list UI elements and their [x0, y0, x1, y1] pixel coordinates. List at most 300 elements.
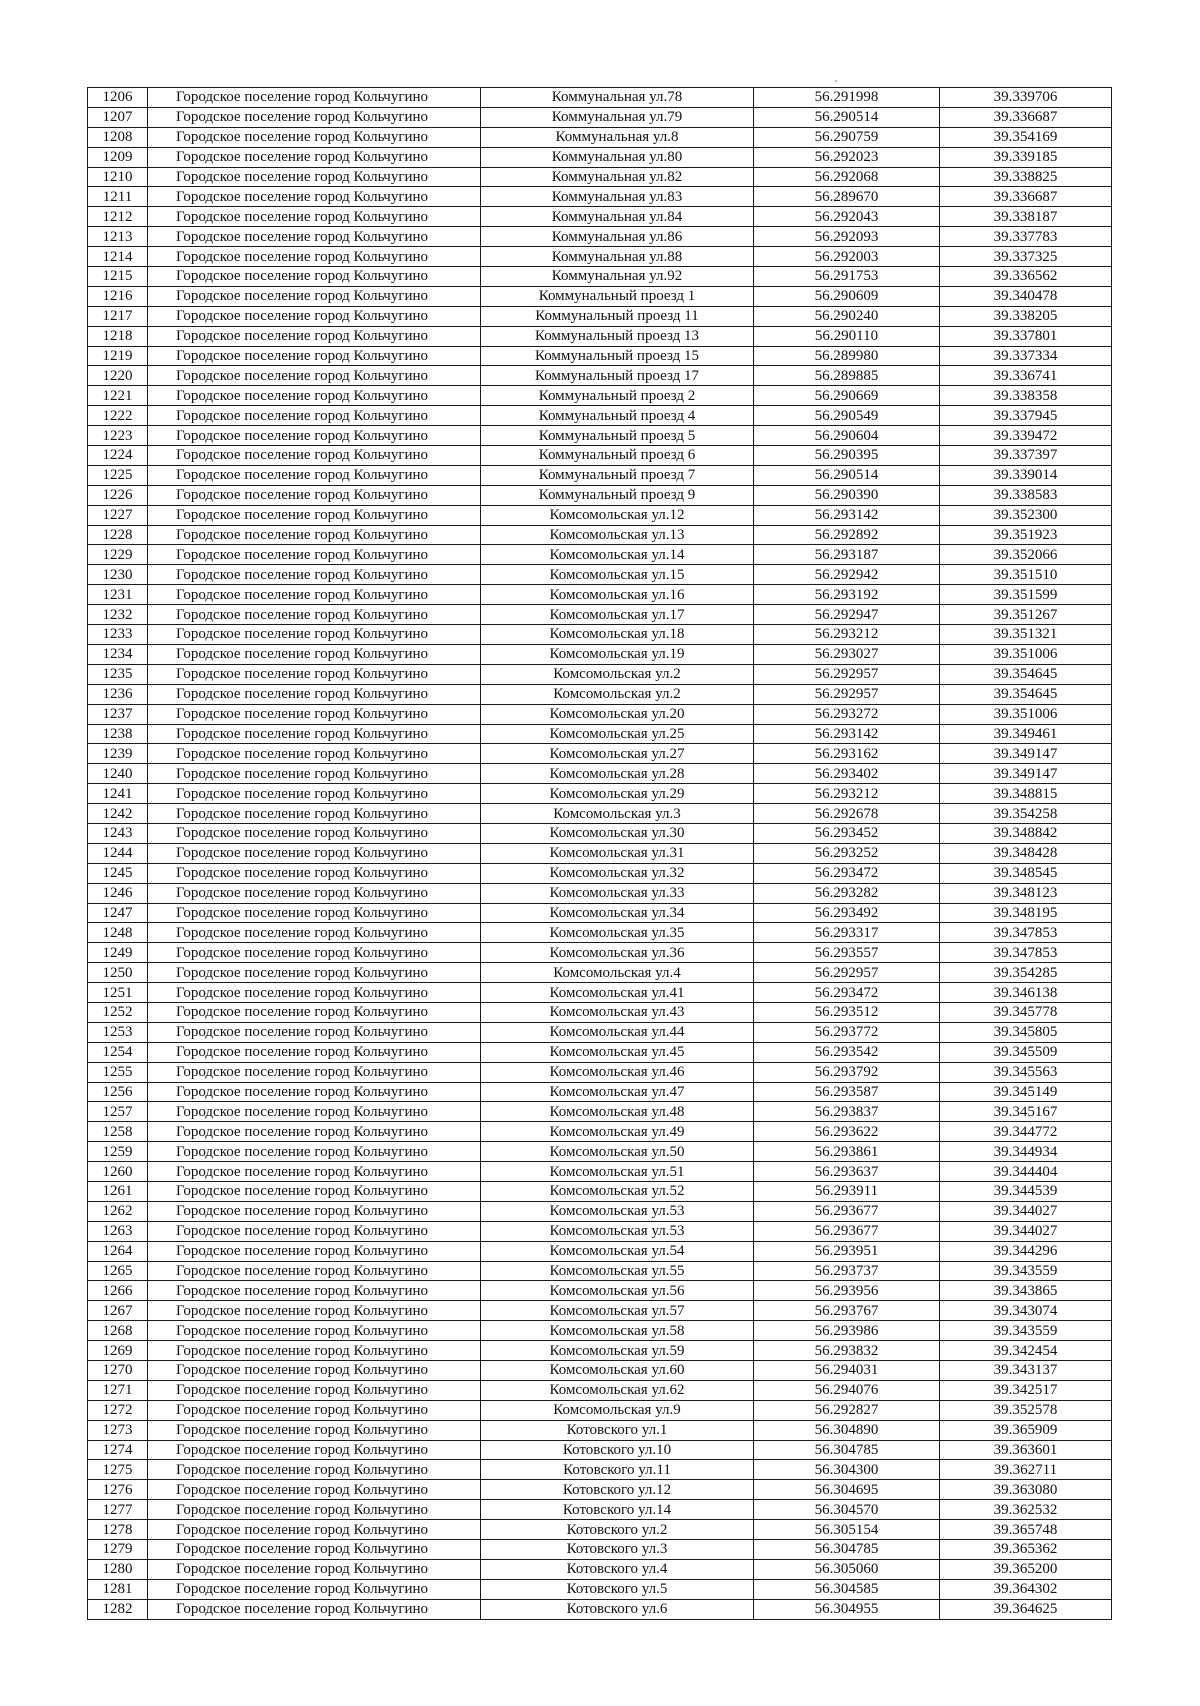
latitude-cell: 56.290240 [754, 306, 940, 326]
settlement-cell: Городское поселение город Кольчугино [148, 664, 481, 684]
table-row [88, 286, 1112, 306]
address-cell: Комсомольская ул.29 [481, 784, 754, 804]
settlement-cell: Городское поселение город Кольчугино [148, 346, 481, 366]
address-cell: Коммунальный проезд 13 [481, 326, 754, 346]
latitude-cell: 56.305060 [754, 1559, 940, 1579]
address-cell: Комсомольская ул.48 [481, 1102, 754, 1122]
settlement-cell: Городское поселение город Кольчугино [148, 704, 481, 724]
table-row [88, 386, 1112, 406]
settlement-cell: Городское поселение город Кольчугино [148, 1122, 481, 1142]
settlement-cell: Городское поселение город Кольчугино [148, 1579, 481, 1599]
longitude-cell: 39.345149 [940, 1082, 1112, 1102]
latitude-cell: 56.293282 [754, 883, 940, 903]
latitude-cell: 56.293767 [754, 1301, 940, 1321]
latitude-cell: 56.293027 [754, 644, 940, 664]
longitude-cell: 39.345778 [940, 1002, 1112, 1022]
latitude-cell: 56.293142 [754, 724, 940, 744]
address-cell: Комсомольская ул.53 [481, 1201, 754, 1221]
table-row [88, 1162, 1112, 1182]
address-cell: Коммунальный проезд 4 [481, 406, 754, 426]
address-coordinates-table [87, 87, 1112, 1620]
table-row [88, 485, 1112, 505]
longitude-cell: 39.348123 [940, 883, 1112, 903]
table-row [88, 684, 1112, 704]
longitude-cell: 39.351599 [940, 585, 1112, 605]
table-row [88, 804, 1112, 824]
table-row [88, 1142, 1112, 1162]
latitude-cell: 56.290604 [754, 426, 940, 446]
row-number-cell: 1220 [88, 366, 148, 386]
row-number-cell: 1259 [88, 1142, 148, 1162]
longitude-cell: 39.362711 [940, 1460, 1112, 1480]
latitude-cell: 56.293192 [754, 585, 940, 605]
latitude-cell: 56.289980 [754, 346, 940, 366]
settlement-cell: Городское поселение город Кольчугино [148, 744, 481, 764]
row-number-cell: 1217 [88, 306, 148, 326]
settlement-cell: Городское поселение город Кольчугино [148, 724, 481, 744]
settlement-cell: Городское поселение город Кольчугино [148, 386, 481, 406]
row-number-cell: 1250 [88, 963, 148, 983]
latitude-cell: 56.293832 [754, 1341, 940, 1361]
row-number-cell: 1218 [88, 326, 148, 346]
address-cell: Комсомольская ул.45 [481, 1042, 754, 1062]
table-row [88, 784, 1112, 804]
table-row [88, 1361, 1112, 1381]
latitude-cell: 56.292093 [754, 227, 940, 247]
address-cell: Комсомольская ул.9 [481, 1400, 754, 1420]
address-cell: Комсомольская ул.14 [481, 545, 754, 565]
table-row [88, 903, 1112, 923]
settlement-cell: Городское поселение город Кольчугино [148, 1420, 481, 1440]
address-cell: Коммунальный проезд 9 [481, 485, 754, 505]
longitude-cell: 39.364302 [940, 1579, 1112, 1599]
table-row [88, 1341, 1112, 1361]
table-row [88, 505, 1112, 525]
address-cell: Котовского ул.12 [481, 1480, 754, 1500]
longitude-cell: 39.348195 [940, 903, 1112, 923]
settlement-cell: Городское поселение город Кольчугино [148, 326, 481, 346]
longitude-cell: 39.346138 [940, 983, 1112, 1003]
table-row [88, 605, 1112, 625]
settlement-cell: Городское поселение город Кольчугино [148, 187, 481, 207]
longitude-cell: 39.344027 [940, 1221, 1112, 1241]
latitude-cell: 56.293472 [754, 863, 940, 883]
longitude-cell: 39.349461 [940, 724, 1112, 744]
longitude-cell: 39.352066 [940, 545, 1112, 565]
latitude-cell: 56.293212 [754, 625, 940, 645]
table-row [88, 1102, 1112, 1122]
latitude-cell: 56.290110 [754, 326, 940, 346]
latitude-cell: 56.293317 [754, 923, 940, 943]
settlement-cell: Городское поселение город Кольчугино [148, 883, 481, 903]
table-body [88, 88, 1112, 1620]
longitude-cell: 39.339706 [940, 88, 1112, 108]
row-number-cell: 1269 [88, 1341, 148, 1361]
longitude-cell: 39.338187 [940, 207, 1112, 227]
settlement-cell: Городское поселение город Кольчугино [148, 88, 481, 108]
row-number-cell: 1257 [88, 1102, 148, 1122]
latitude-cell: 56.292957 [754, 963, 940, 983]
longitude-cell: 39.338358 [940, 386, 1112, 406]
settlement-cell: Городское поселение город Кольчугино [148, 1062, 481, 1082]
longitude-cell: 39.345509 [940, 1042, 1112, 1062]
address-cell: Комсомольская ул.15 [481, 565, 754, 585]
row-number-cell: 1252 [88, 1002, 148, 1022]
latitude-cell: 56.293402 [754, 764, 940, 784]
address-cell: Комсомольская ул.3 [481, 804, 754, 824]
settlement-cell: Городское поселение город Кольчугино [148, 1102, 481, 1122]
row-number-cell: 1249 [88, 943, 148, 963]
latitude-cell: 56.293252 [754, 843, 940, 863]
address-cell: Котовского ул.11 [481, 1460, 754, 1480]
row-number-cell: 1271 [88, 1380, 148, 1400]
latitude-cell: 56.304785 [754, 1540, 940, 1560]
longitude-cell: 39.339472 [940, 426, 1112, 446]
latitude-cell: 56.293162 [754, 744, 940, 764]
latitude-cell: 56.293837 [754, 1102, 940, 1122]
latitude-cell: 56.293622 [754, 1122, 940, 1142]
longitude-cell: 39.345167 [940, 1102, 1112, 1122]
row-number-cell: 1277 [88, 1500, 148, 1520]
row-number-cell: 1263 [88, 1221, 148, 1241]
address-cell: Комсомольская ул.28 [481, 764, 754, 784]
row-number-cell: 1209 [88, 147, 148, 167]
longitude-cell: 39.344934 [940, 1142, 1112, 1162]
address-cell: Комсомольская ул.4 [481, 963, 754, 983]
longitude-cell: 39.339014 [940, 465, 1112, 485]
latitude-cell: 56.292947 [754, 605, 940, 625]
table-row [88, 545, 1112, 565]
row-number-cell: 1267 [88, 1301, 148, 1321]
address-cell: Комсомольская ул.52 [481, 1181, 754, 1201]
table-row [88, 1540, 1112, 1560]
row-number-cell: 1226 [88, 485, 148, 505]
row-number-cell: 1238 [88, 724, 148, 744]
latitude-cell: 56.293911 [754, 1181, 940, 1201]
address-cell: Комсомольская ул.47 [481, 1082, 754, 1102]
address-cell: Комсомольская ул.34 [481, 903, 754, 923]
longitude-cell: 39.348428 [940, 843, 1112, 863]
latitude-cell: 56.290514 [754, 107, 940, 127]
table-row [88, 1241, 1112, 1261]
settlement-cell: Городское поселение город Кольчугино [148, 107, 481, 127]
table-row [88, 863, 1112, 883]
address-cell: Комсомольская ул.33 [481, 883, 754, 903]
row-number-cell: 1278 [88, 1520, 148, 1540]
scan-speck [835, 80, 837, 82]
longitude-cell: 39.336687 [940, 187, 1112, 207]
latitude-cell: 56.290549 [754, 406, 940, 426]
longitude-cell: 39.344027 [940, 1201, 1112, 1221]
latitude-cell: 56.293792 [754, 1062, 940, 1082]
table-row [88, 147, 1112, 167]
latitude-cell: 56.290514 [754, 465, 940, 485]
latitude-cell: 56.304570 [754, 1500, 940, 1520]
settlement-cell: Городское поселение город Кольчугино [148, 1301, 481, 1321]
longitude-cell: 39.345563 [940, 1062, 1112, 1082]
address-cell: Комсомольская ул.57 [481, 1301, 754, 1321]
latitude-cell: 56.292043 [754, 207, 940, 227]
row-number-cell: 1223 [88, 426, 148, 446]
address-cell: Комсомольская ул.55 [481, 1261, 754, 1281]
address-cell: Комсомольская ул.36 [481, 943, 754, 963]
row-number-cell: 1213 [88, 227, 148, 247]
latitude-cell: 56.292957 [754, 684, 940, 704]
row-number-cell: 1279 [88, 1540, 148, 1560]
table-row [88, 1599, 1112, 1619]
address-cell: Коммунальная ул.8 [481, 127, 754, 147]
row-number-cell: 1248 [88, 923, 148, 943]
table-row [88, 406, 1112, 426]
address-cell: Коммунальная ул.88 [481, 247, 754, 267]
longitude-cell: 39.337334 [940, 346, 1112, 366]
latitude-cell: 56.292678 [754, 804, 940, 824]
address-cell: Комсомольская ул.13 [481, 525, 754, 545]
longitude-cell: 39.339185 [940, 147, 1112, 167]
latitude-cell: 56.293472 [754, 983, 940, 1003]
row-number-cell: 1240 [88, 764, 148, 784]
row-number-cell: 1256 [88, 1082, 148, 1102]
row-number-cell: 1272 [88, 1400, 148, 1420]
latitude-cell: 56.292003 [754, 247, 940, 267]
row-number-cell: 1253 [88, 1022, 148, 1042]
address-cell: Комсомольская ул.17 [481, 605, 754, 625]
settlement-cell: Городское поселение город Кольчугино [148, 446, 481, 466]
longitude-cell: 39.338205 [940, 306, 1112, 326]
table-row [88, 1122, 1112, 1142]
latitude-cell: 56.293677 [754, 1201, 940, 1221]
address-cell: Комсомольская ул.46 [481, 1062, 754, 1082]
latitude-cell: 56.291753 [754, 267, 940, 287]
address-cell: Коммунальный проезд 15 [481, 346, 754, 366]
longitude-cell: 39.342517 [940, 1380, 1112, 1400]
latitude-cell: 56.293772 [754, 1022, 940, 1042]
address-cell: Комсомольская ул.32 [481, 863, 754, 883]
longitude-cell: 39.351006 [940, 704, 1112, 724]
address-cell: Комсомольская ул.50 [481, 1142, 754, 1162]
address-cell: Комсомольская ул.62 [481, 1380, 754, 1400]
latitude-cell: 56.304890 [754, 1420, 940, 1440]
row-number-cell: 1244 [88, 843, 148, 863]
row-number-cell: 1215 [88, 267, 148, 287]
address-cell: Комсомольская ул.58 [481, 1321, 754, 1341]
longitude-cell: 39.352578 [940, 1400, 1112, 1420]
address-cell: Комсомольская ул.43 [481, 1002, 754, 1022]
longitude-cell: 39.336687 [940, 107, 1112, 127]
table-row [88, 664, 1112, 684]
table-row [88, 883, 1112, 903]
row-number-cell: 1230 [88, 565, 148, 585]
row-number-cell: 1264 [88, 1241, 148, 1261]
address-cell: Комсомольская ул.12 [481, 505, 754, 525]
longitude-cell: 39.349147 [940, 744, 1112, 764]
longitude-cell: 39.363080 [940, 1480, 1112, 1500]
address-cell: Комсомольская ул.60 [481, 1361, 754, 1381]
latitude-cell: 56.293492 [754, 903, 940, 923]
longitude-cell: 39.347853 [940, 923, 1112, 943]
table-row [88, 187, 1112, 207]
table-row [88, 923, 1112, 943]
row-number-cell: 1233 [88, 625, 148, 645]
table-row [88, 1579, 1112, 1599]
longitude-cell: 39.337325 [940, 247, 1112, 267]
address-cell: Комсомольская ул.2 [481, 664, 754, 684]
longitude-cell: 39.337945 [940, 406, 1112, 426]
latitude-cell: 56.294031 [754, 1361, 940, 1381]
table-row [88, 1201, 1112, 1221]
address-cell: Комсомольская ул.25 [481, 724, 754, 744]
row-number-cell: 1255 [88, 1062, 148, 1082]
settlement-cell: Городское поселение город Кольчугино [148, 406, 481, 426]
settlement-cell: Городское поселение город Кольчугино [148, 1201, 481, 1221]
settlement-cell: Городское поселение город Кольчугино [148, 1002, 481, 1022]
longitude-cell: 39.338825 [940, 167, 1112, 187]
address-cell: Коммунальный проезд 2 [481, 386, 754, 406]
longitude-cell: 39.336741 [940, 366, 1112, 386]
settlement-cell: Городское поселение город Кольчугино [148, 167, 481, 187]
longitude-cell: 39.365200 [940, 1559, 1112, 1579]
table-row [88, 644, 1112, 664]
row-number-cell: 1242 [88, 804, 148, 824]
table-row [88, 744, 1112, 764]
longitude-cell: 39.338583 [940, 485, 1112, 505]
table-row [88, 1261, 1112, 1281]
table-row [88, 764, 1112, 784]
address-cell: Котовского ул.10 [481, 1440, 754, 1460]
latitude-cell: 56.304785 [754, 1440, 940, 1460]
settlement-cell: Городское поселение город Кольчугино [148, 923, 481, 943]
settlement-cell: Городское поселение город Кольчугино [148, 843, 481, 863]
settlement-cell: Городское поселение город Кольчугино [148, 1460, 481, 1480]
table-row [88, 446, 1112, 466]
latitude-cell: 56.290759 [754, 127, 940, 147]
settlement-cell: Городское поселение город Кольчугино [148, 426, 481, 446]
table-row [88, 963, 1112, 983]
latitude-cell: 56.293637 [754, 1162, 940, 1182]
longitude-cell: 39.363601 [940, 1440, 1112, 1460]
settlement-cell: Городское поселение город Кольчугино [148, 764, 481, 784]
address-cell: Комсомольская ул.2 [481, 684, 754, 704]
table-row [88, 565, 1112, 585]
longitude-cell: 39.336562 [940, 267, 1112, 287]
longitude-cell: 39.340478 [940, 286, 1112, 306]
address-cell: Коммунальный проезд 1 [481, 286, 754, 306]
row-number-cell: 1207 [88, 107, 148, 127]
table-row [88, 1480, 1112, 1500]
table-row [88, 1500, 1112, 1520]
latitude-cell: 56.292068 [754, 167, 940, 187]
table-row [88, 1082, 1112, 1102]
longitude-cell: 39.354645 [940, 684, 1112, 704]
latitude-cell: 56.293986 [754, 1321, 940, 1341]
table-row [88, 1221, 1112, 1241]
table-row [88, 1420, 1112, 1440]
longitude-cell: 39.337783 [940, 227, 1112, 247]
latitude-cell: 56.290669 [754, 386, 940, 406]
longitude-cell: 39.348842 [940, 823, 1112, 843]
settlement-cell: Городское поселение город Кольчугино [148, 366, 481, 386]
table-row [88, 366, 1112, 386]
table-row [88, 1022, 1112, 1042]
table-row [88, 1042, 1112, 1062]
table-row [88, 267, 1112, 287]
row-number-cell: 1245 [88, 863, 148, 883]
settlement-cell: Городское поселение город Кольчугино [148, 1361, 481, 1381]
table-row [88, 127, 1112, 147]
address-cell: Комсомольская ул.19 [481, 644, 754, 664]
table-row [88, 525, 1112, 545]
address-cell: Коммунальный проезд 17 [481, 366, 754, 386]
latitude-cell: 56.294076 [754, 1380, 940, 1400]
latitude-cell: 56.289670 [754, 187, 940, 207]
settlement-cell: Городское поселение город Кольчугино [148, 545, 481, 565]
longitude-cell: 39.347853 [940, 943, 1112, 963]
settlement-cell: Городское поселение город Кольчугино [148, 247, 481, 267]
address-cell: Комсомольская ул.54 [481, 1241, 754, 1261]
settlement-cell: Городское поселение город Кольчугино [148, 784, 481, 804]
latitude-cell: 56.293677 [754, 1221, 940, 1241]
row-number-cell: 1280 [88, 1559, 148, 1579]
longitude-cell: 39.348815 [940, 784, 1112, 804]
row-number-cell: 1210 [88, 167, 148, 187]
table-row [88, 1460, 1112, 1480]
settlement-cell: Городское поселение город Кольчугино [148, 525, 481, 545]
row-number-cell: 1212 [88, 207, 148, 227]
longitude-cell: 39.337397 [940, 446, 1112, 466]
table-row [88, 983, 1112, 1003]
table-row [88, 465, 1112, 485]
table-row [88, 1002, 1112, 1022]
settlement-cell: Городское поселение город Кольчугино [148, 1500, 481, 1520]
address-cell: Комсомольская ул.27 [481, 744, 754, 764]
longitude-cell: 39.354258 [940, 804, 1112, 824]
latitude-cell: 56.293951 [754, 1241, 940, 1261]
settlement-cell: Городское поселение город Кольчугино [148, 625, 481, 645]
address-cell: Котовского ул.3 [481, 1540, 754, 1560]
address-cell: Коммунальный проезд 5 [481, 426, 754, 446]
row-number-cell: 1219 [88, 346, 148, 366]
latitude-cell: 56.293557 [754, 943, 940, 963]
table-row [88, 823, 1112, 843]
longitude-cell: 39.344404 [940, 1162, 1112, 1182]
settlement-cell: Городское поселение город Кольчугино [148, 1022, 481, 1042]
row-number-cell: 1276 [88, 1480, 148, 1500]
row-number-cell: 1266 [88, 1281, 148, 1301]
longitude-cell: 39.351510 [940, 565, 1112, 585]
latitude-cell: 56.304695 [754, 1480, 940, 1500]
longitude-cell: 39.365748 [940, 1520, 1112, 1540]
settlement-cell: Городское поселение город Кольчугино [148, 227, 481, 247]
table-row [88, 843, 1112, 863]
table-row [88, 1321, 1112, 1341]
table-row [88, 1380, 1112, 1400]
settlement-cell: Городское поселение город Кольчугино [148, 1341, 481, 1361]
row-number-cell: 1254 [88, 1042, 148, 1062]
latitude-cell: 56.293956 [754, 1281, 940, 1301]
row-number-cell: 1224 [88, 446, 148, 466]
row-number-cell: 1239 [88, 744, 148, 764]
table-row [88, 704, 1112, 724]
row-number-cell: 1243 [88, 823, 148, 843]
table-row [88, 1520, 1112, 1540]
latitude-cell: 56.292827 [754, 1400, 940, 1420]
longitude-cell: 39.343074 [940, 1301, 1112, 1321]
latitude-cell: 56.292023 [754, 147, 940, 167]
longitude-cell: 39.365909 [940, 1420, 1112, 1440]
table-row [88, 227, 1112, 247]
address-cell: Комсомольская ул.31 [481, 843, 754, 863]
longitude-cell: 39.351321 [940, 625, 1112, 645]
